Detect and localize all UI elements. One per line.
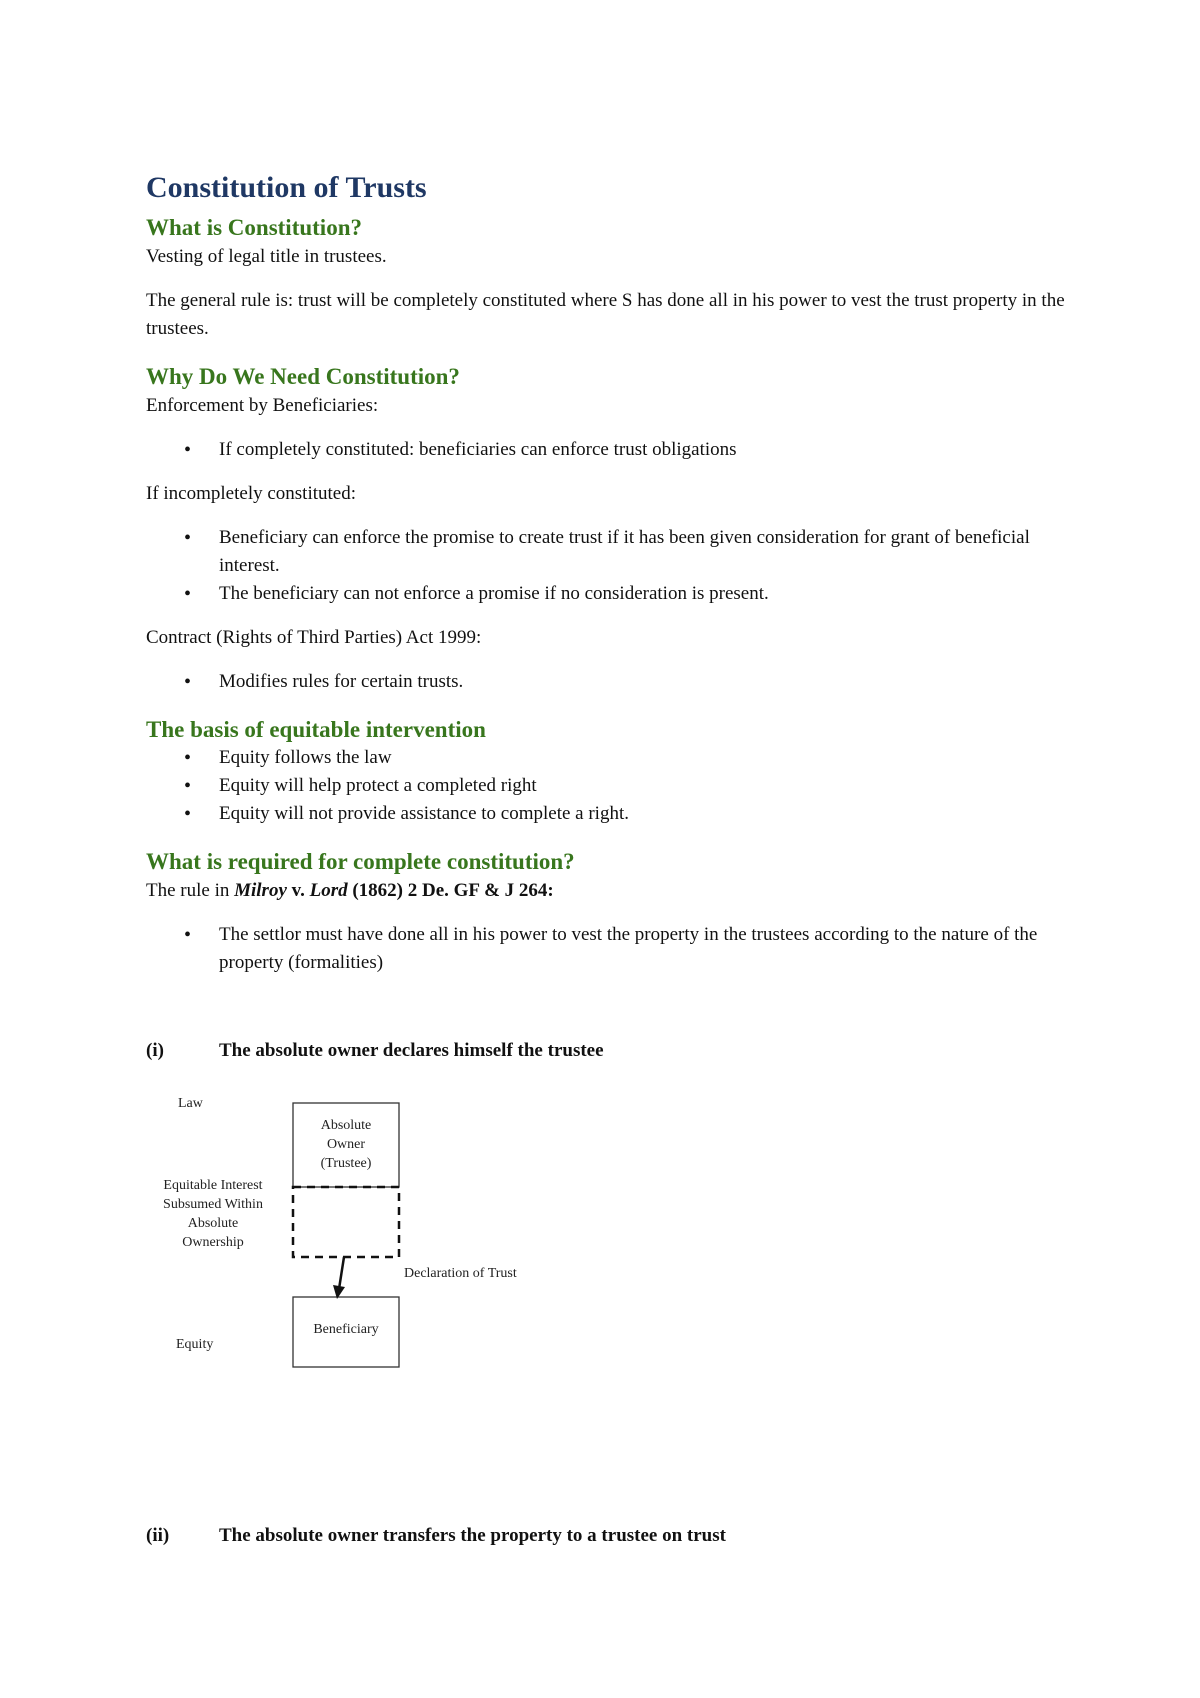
- bullet-list: [146, 921, 1066, 977]
- list-item: • Equity will not provide assistance to complete a right.: [146, 800, 1066, 828]
- equitable-line-3: Absolute: [187, 1216, 239, 1231]
- list-item: • Equity follows the law: [146, 744, 1066, 772]
- paragraph: If incompletely constituted:: [146, 482, 357, 504]
- paragraph: Enforcement by Beneficiaries:: [146, 394, 379, 416]
- list-item: • If completely constituted: beneficiaries can enforce trust obligations: [146, 436, 1066, 464]
- heading-what-is-constitution: What is Constitution?: [146, 215, 362, 240]
- subheading-number: (i): [146, 1040, 164, 1061]
- label-law: Law: [178, 1096, 203, 1111]
- owner-line-1: Absolute: [320, 1118, 372, 1133]
- case-name-milroy: Milroy: [234, 880, 287, 901]
- label-declaration: Declaration of Trust: [404, 1266, 517, 1281]
- declaration-diagram: [146, 1085, 566, 1375]
- list-item: • Equity will help protect a completed right: [146, 772, 1066, 800]
- case-v: v.: [286, 880, 310, 901]
- case-citation: (1862) 2 De. GF & J 264:: [347, 880, 554, 901]
- owner-line-3: (Trustee): [320, 1156, 372, 1171]
- list-item: • The beneficiary can not enforce a promise if no consideration is present.: [146, 580, 1066, 608]
- equitable-line-4: Ownership: [182, 1235, 244, 1250]
- owner-line-2: Owner: [326, 1137, 366, 1152]
- bullet-list: [146, 436, 1066, 464]
- subheading-i: [146, 1037, 1066, 1065]
- declaration-arrow: [339, 1257, 344, 1289]
- subheading-number: (ii): [146, 1525, 170, 1546]
- case-name-lord: Lord: [309, 880, 348, 901]
- heading-basis-equitable-intervention: The basis of equitable intervention: [146, 716, 486, 742]
- subheading-ii: [146, 1522, 1066, 1550]
- equitable-line-1: Equitable Interest: [163, 1178, 263, 1193]
- label-equity: Equity: [176, 1337, 214, 1352]
- heading-required-complete-constitution: What is required for complete constitution?: [146, 849, 575, 875]
- list-item: • Modifies rules for certain trusts.: [146, 668, 1066, 696]
- equitable-interest-box: [293, 1187, 399, 1257]
- bullet-list: [146, 668, 1066, 696]
- rule-prefix: The rule in: [146, 880, 235, 901]
- document-content: [146, 170, 1066, 1065]
- list-item: • The settlor must have done all in his power to vest the property in the trustees according to the nature of the property (formalities): [146, 921, 1066, 977]
- subheading-text: The absolute owner declares himself the trustee: [219, 1040, 604, 1061]
- equitable-line-2: Subsumed Within: [163, 1197, 263, 1212]
- page-title: Constitution of Trusts: [146, 171, 427, 204]
- diagram-svg: [146, 1085, 566, 1375]
- paragraph: The general rule is: trust will be completely constituted where S has done all in his power to vest the trust property in the trustees.: [146, 289, 1065, 339]
- paragraph: Vesting of legal title in trustees.: [146, 245, 387, 267]
- bullet-list: [146, 524, 1066, 608]
- bullet-list: [146, 744, 1066, 828]
- heading-why-need-constitution: Why Do We Need Constitution?: [146, 363, 460, 389]
- list-item: • Beneficiary can enforce the promise to create trust if it has been given consideration for grant of beneficial interest.: [146, 524, 1066, 580]
- subheading-ii-wrap: [146, 1522, 1066, 1550]
- rule-paragraph: [146, 877, 1066, 905]
- label-beneficiary: Beneficiary: [313, 1322, 379, 1337]
- subheading-text: The absolute owner transfers the property to a trustee on trust: [219, 1525, 726, 1546]
- paragraph: Contract (Rights of Third Parties) Act 1999:: [146, 626, 482, 648]
